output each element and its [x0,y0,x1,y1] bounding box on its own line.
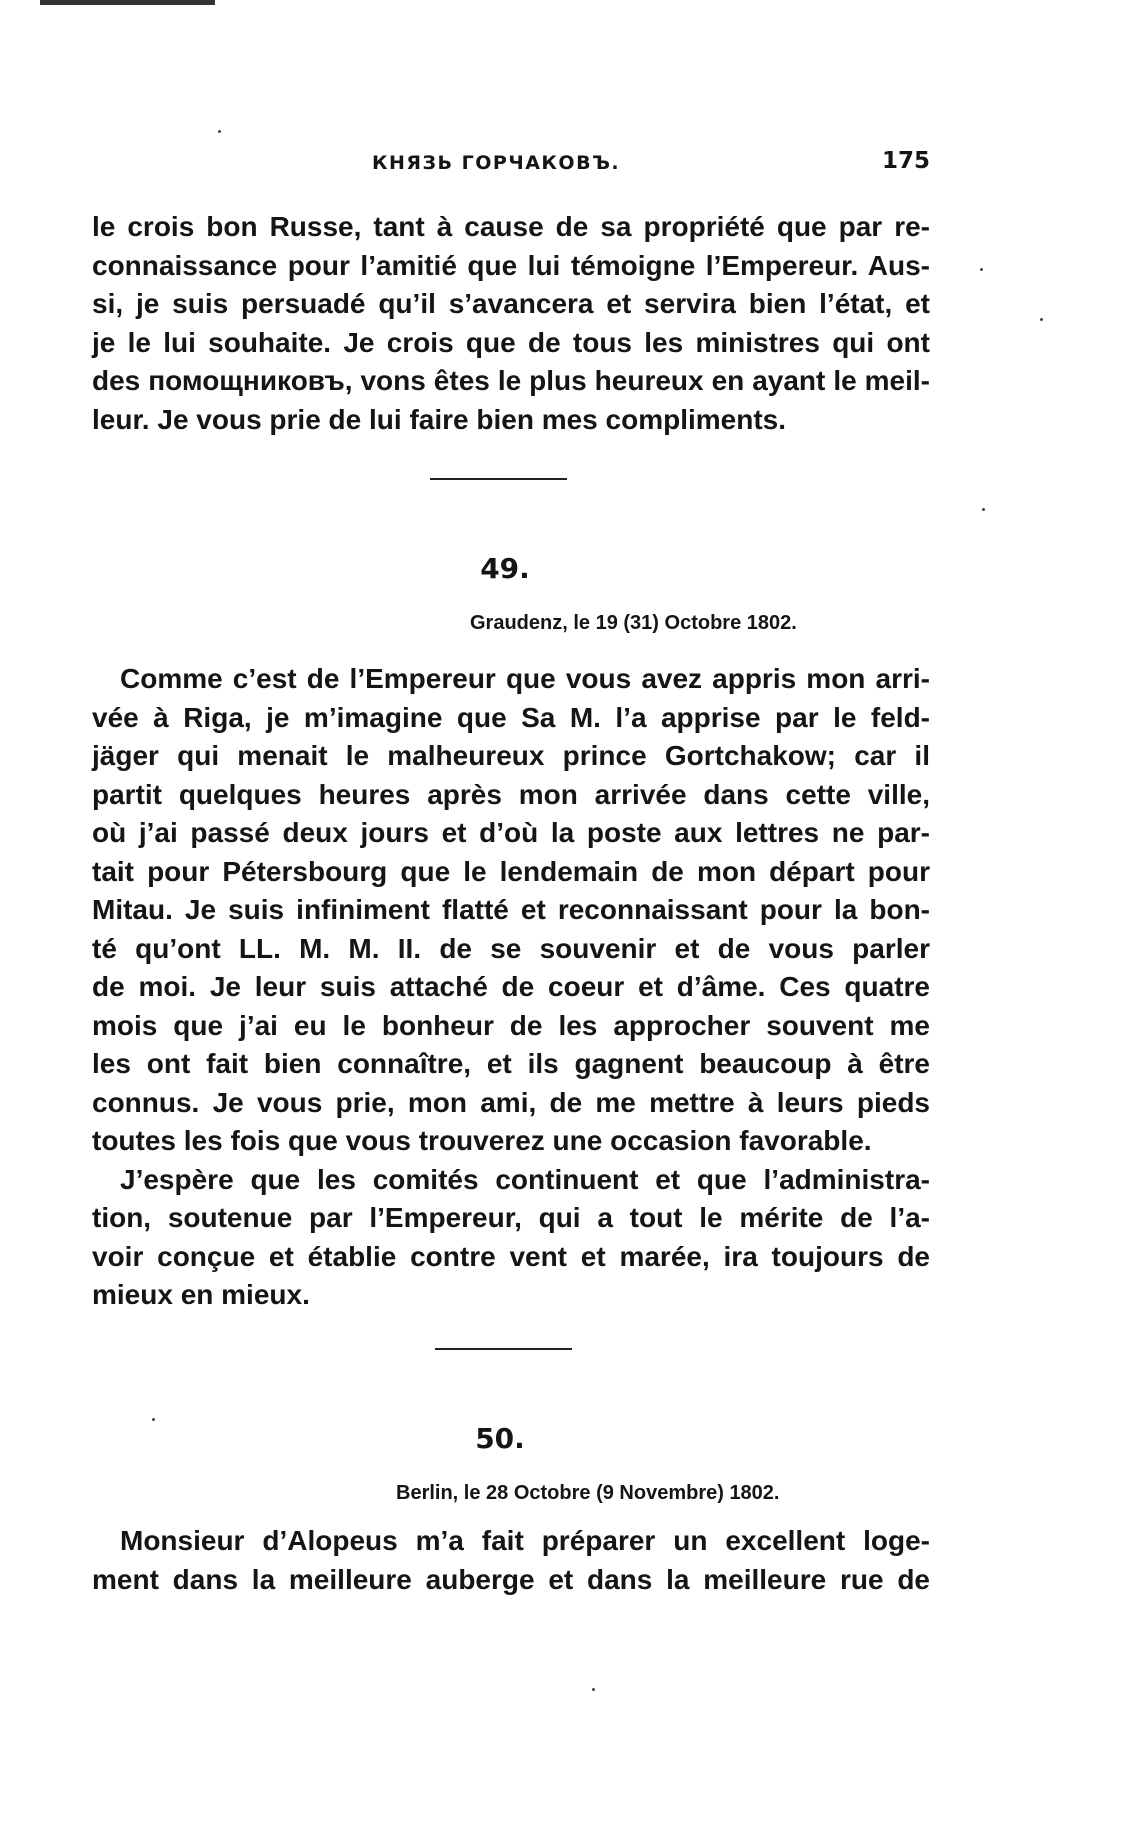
text-line: si, je suis persuadé qu’il s’avancera et servira bien l’état, et [92,288,930,319]
text-line: toutes les fois que vous trouverez une occasion favorable. [92,1125,872,1156]
text-line: connaissance pour l’amitié que lui témoigne l’Empereur. Aus- [92,249,930,281]
text-line: je le lui souhaite. Je crois que de tous les ministres qui ont [92,326,930,358]
text-line: de moi. Je leur suis attaché de coeur et d’âme. Ces quatre [92,971,930,1002]
text-line: partit quelques heures après mon arrivée dans cette ville, [92,778,930,810]
text-line: tait pour Pétersbourg que le lendemain de mon départ pour [92,855,930,887]
scan-speck [592,1688,595,1691]
text-line: connus. Je vous prie, mon ami, de me mettre à leurs pieds [92,1086,930,1118]
scan-speck [982,508,985,511]
text-line: Comme c’est de l’Empereur que vous avez appris mon arri- [120,663,930,694]
letter-dateline-50: Berlin, le 28 Octobre (9 Novembre) 1802. [396,1482,780,1504]
scan-speck [218,130,221,133]
text-line: des помощниковъ, vons êtes le plus heureux en ayant le meil- [92,365,930,396]
continuation-paragraph [92,208,930,439]
text-line: ment dans la meilleure auberge et dans la meilleure rue de [92,1563,930,1595]
running-title: КНЯЗЬ ГОРЧАКОВЪ. [372,152,621,174]
section-divider [435,1348,572,1350]
text-line: leur. Je vous prie de lui faire bien mes compliments. [92,403,787,435]
text-line: J’espère que les comités continuent et que l’administra- [120,1163,930,1195]
text-line: Mitau. Je suis infiniment flatté et reconnaissant pour la bon- [92,894,930,925]
text-line: tion, soutenue par l’Empereur, qui a tout le mérite de l’a- [92,1202,930,1233]
scan-speck [152,1418,155,1421]
text-line: vée à Riga, je m’imagine que Sa M. l’a apprise par le feld- [92,701,930,733]
scan-speck [980,268,983,271]
scan-speck [1040,318,1043,321]
text-line: où j’ai passé deux jours et d’où la poste aux lettres ne par- [92,817,930,848]
text-line: mieux en mieux. [92,1279,310,1310]
letter-number-49: 49. [480,552,530,585]
page-number: 175 [881,148,930,174]
text-line: le crois bon Russe, tant à cause de sa propriété que par re- [92,211,930,242]
text-line: jäger qui menait le malheureux prince Gortchakow; car il [92,740,930,771]
section-divider [430,478,567,480]
text-line: mois que j’ai eu le bonheur de les approcher souvent me [92,1009,930,1041]
text-line: Monsieur d’Alopeus m’a fait préparer un excellent loge- [120,1525,930,1556]
letter-dateline-49: Graudenz, le 19 (31) Octobre 1802. [470,612,797,634]
letter-50-body [92,1522,930,1599]
scan-edge-mark [40,0,215,5]
text-line: té qu’ont LL. M. M. II. de se souvenir et de vous parler [92,932,930,964]
text-line: voir conçue et établie contre vent et marée, ira toujours de [92,1240,930,1272]
text-line: les ont fait bien connaître, et ils gagnent beaucoup à être [92,1048,930,1079]
letter-number-50: 50. [475,1422,525,1455]
page-header [92,148,930,182]
letter-49-body [92,660,930,1315]
